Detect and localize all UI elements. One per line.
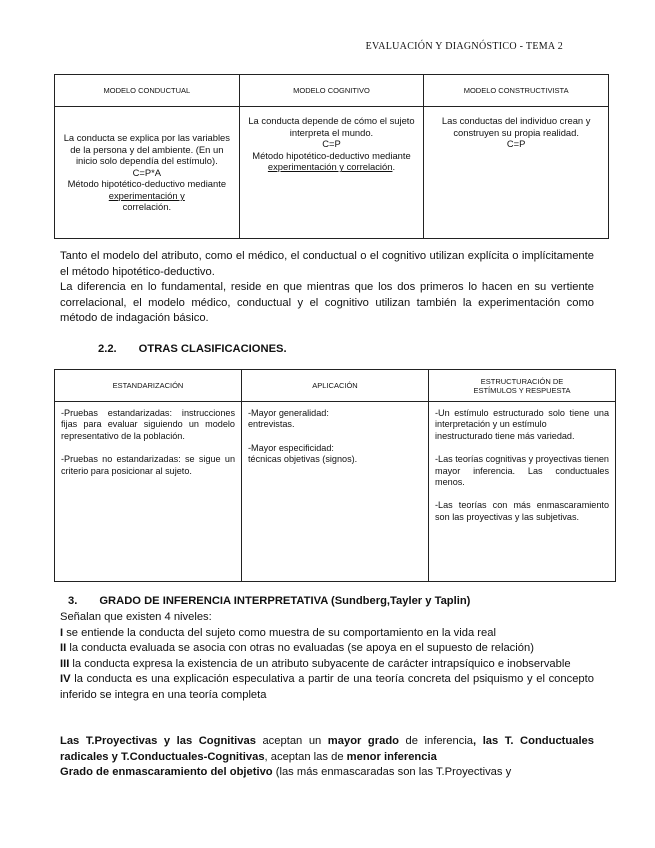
paragraph-1: Tanto el modelo del atributo, como el médico, el conductual o el cognitivo utilizan explícita o implícitamente el método hipotético-deductivo. — [60, 250, 594, 278]
cell-cognitivo: La conducta depende de cómo el sujeto interpreta el mundo. C=P Método hipotético-deductivo mediante experimentación y correlación. — [239, 107, 424, 239]
col-header-estandarizacion: ESTANDARIZACIÓN — [55, 370, 242, 402]
level-1: I se entiende la conducta del sujeto como muestra de su comportamiento en la vida real — [60, 626, 496, 639]
section-3-heading: 3. GRADO DE INFERENCIA INTERPRETATIVA (Sundberg,Tayler y Taplin) — [68, 595, 471, 607]
levels-block — [60, 610, 594, 704]
section-2-2-heading: 2.2. OTRAS CLASIFICACIONES. — [98, 343, 287, 355]
level-3: III la conducta expresa la existencia de un atributo subyacente de carácter intrapsíquico e inobservable — [60, 657, 571, 670]
closing-block — [60, 734, 594, 781]
col-header-aplicacion: APLICACIÓN — [242, 370, 429, 402]
col-header-estructuracion: ESTRUCTURACIÓN DE ESTÍMULOS Y RESPUESTA — [429, 370, 616, 402]
page-header: EVALUACIÓN Y DIAGNÓSTICO - TEMA 2 — [365, 41, 563, 52]
intro-text — [60, 249, 594, 327]
col-header-constructivista: MODELO CONSTRUCTIVISTA — [424, 75, 609, 107]
cell-estructuracion: -Un estímulo estructurado solo tiene una interpretación y un estímulo inestructurado tiene más variedad. -Las teorías cognitivas y proyectivas tienen mayor inferencia. Las conductuales menos. -Las teorías con más enmascaramiento son las proyectivas y las subjetivas. — [429, 402, 616, 582]
col-header-conductual: MODELO CONDUCTUAL — [55, 75, 240, 107]
cell-estandarizacion: -Pruebas estandarizadas: instrucciones fijas para evaluar siguiendo un modelo representativo de la población. -Pruebas no estandarizadas: se sigue un criterio para posicionar al sujeto. — [55, 402, 242, 582]
classifications-table — [54, 369, 616, 582]
level-2: II la conducta evaluada se asocia con otras no evaluadas (se apoya en el supuesto de relación) — [60, 642, 534, 655]
cell-conductual: La conducta se explica por las variables de la persona y del ambiente. (En un inicio solo dependía del estímulo). C=P*A Método hipotético-deductivo mediante experimentación y correlación. — [55, 107, 240, 239]
level-4: IV la conducta es una explicación especulativa a partir de una teoría concreta del psiquismo y el concepto inferido se integra en una teoría completa — [60, 673, 594, 701]
paragraph-2: La diferencia en lo fundamental, reside en que mientras que los dos primeros lo hacen en su vertiente correlacional, el modelo médico, conductual y el cognitivo utilizan también la experimentación como método de indagación básico. — [60, 281, 594, 325]
col-header-cognitivo: MODELO COGNITIVO — [239, 75, 424, 107]
cell-aplicacion: -Mayor generalidad: entrevistas. -Mayor especificidad: técnicas objetivas (signos). — [242, 402, 429, 582]
models-table — [54, 74, 609, 239]
levels-intro: Señalan que existen 4 niveles: — [60, 611, 212, 623]
cell-constructivista: Las conductas del individuo crean y construyen su propia realidad. C=P — [424, 107, 609, 239]
final-paragraph-1: Las T.Proyectivas y las Cognitivas aceptan un mayor grado de inferencia, las T. Conductuales radicales y T.Conductuales-Cognitivas, aceptan las de menor inferencia — [60, 735, 594, 763]
final-paragraph-2: Grado de enmascaramiento del objetivo (las más enmascaradas son las T.Proyectivas y — [60, 766, 512, 779]
